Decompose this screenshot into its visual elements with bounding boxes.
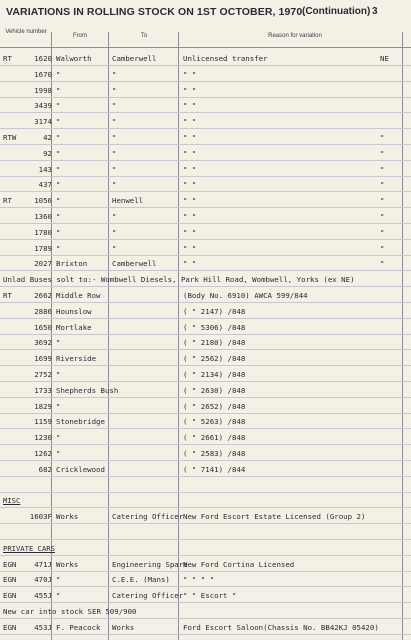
table-row <box>0 290 411 303</box>
reason-cell: ( " 2180) /848 <box>183 338 246 348</box>
reason-cell: ( " 2583) /848 <box>183 449 246 458</box>
garage-code: " <box>380 227 385 237</box>
garage-code: " <box>380 212 385 221</box>
from-cell: " <box>56 69 61 79</box>
reason-cell: " " <box>183 133 197 142</box>
table-row <box>0 590 411 603</box>
table-row <box>0 132 411 145</box>
garage-code: NE <box>380 54 389 63</box>
vehicle-number: 1670 <box>34 69 52 79</box>
column-header-to: To <box>140 33 148 39</box>
to-cell: Works <box>112 622 135 632</box>
from-cell: " <box>56 449 61 458</box>
vehicle-class: RTW <box>3 133 17 142</box>
from-cell: " <box>56 164 61 174</box>
to-cell: Camberwell <box>112 54 157 63</box>
note-line: Unlad Buses solt to:- Wombwell Diesels, Park Hill Road, Wombwell, Yorks (ex NE) <box>3 275 355 285</box>
from-cell: Mortlake <box>56 322 92 332</box>
vehicle-number: 682 <box>38 464 52 474</box>
table-row <box>0 559 411 572</box>
table-row <box>0 195 411 208</box>
to-cell: Catering Officer <box>112 512 184 522</box>
table-row <box>0 495 411 508</box>
garage-code: " <box>380 180 385 190</box>
table-row <box>0 480 411 493</box>
from-cell: Cricklewood <box>56 464 105 474</box>
reason-cell: ( " 2652) /848 <box>183 401 246 411</box>
from-cell: " <box>56 101 61 111</box>
reason-cell: " " <box>183 212 197 221</box>
reason-cell: " " <box>183 117 197 127</box>
from-cell: " <box>56 433 61 443</box>
reason-cell: " " <box>183 101 197 111</box>
reason-cell: " " <box>183 227 197 237</box>
to-cell: C.E.E. (Mans) <box>112 575 170 585</box>
garage-code: " <box>380 164 385 174</box>
reason-cell: " " <box>183 164 197 174</box>
reason-cell: ( " 2661) /848 <box>183 433 246 443</box>
table-row <box>0 258 411 271</box>
garage-code: " <box>380 148 385 158</box>
vehicle-number: 1159 <box>34 417 52 427</box>
table-row <box>0 543 411 556</box>
table-row <box>0 606 411 619</box>
vehicle-number: 42 <box>43 133 52 142</box>
from-cell: Shepherds Bush <box>56 385 119 395</box>
vehicle-number: 1789 <box>34 243 52 253</box>
garage-code: " <box>380 133 385 142</box>
to-cell: Catering Officer <box>112 591 184 601</box>
reason-cell: ( " 2562) /848 <box>183 354 246 364</box>
from-cell: " <box>56 591 61 601</box>
from-cell: Hounslow <box>56 306 92 316</box>
table-row <box>0 337 411 350</box>
from-cell: " <box>56 85 61 95</box>
reason-cell: ( " 5263) /848 <box>183 417 246 427</box>
note-line: New car into stock SER 509/900 <box>3 607 137 616</box>
to-cell: Henwell <box>112 196 144 206</box>
table-row <box>0 53 411 66</box>
vehicle-number: 1829 <box>34 401 52 411</box>
table-row <box>0 116 411 129</box>
table-row <box>0 69 411 82</box>
reason-cell: ( " 2134) /848 <box>183 370 246 379</box>
garage-code: " <box>380 243 385 253</box>
vehicle-number: 455J <box>34 591 52 601</box>
section-heading: MISC <box>3 496 21 506</box>
vehicle-number: 1650 <box>34 322 52 332</box>
reason-cell: ( " 7141) /844 <box>183 464 246 474</box>
table-row <box>0 306 411 319</box>
table-row <box>0 527 411 540</box>
table-row <box>0 227 411 240</box>
to-cell: " <box>112 133 117 142</box>
vehicle-number: 2752 <box>34 370 52 379</box>
vehicle-number: 3692 <box>34 338 52 348</box>
garage-code: " <box>380 259 385 269</box>
column-header-from: From <box>73 33 87 39</box>
vehicle-number: 453J <box>34 622 52 632</box>
reason-cell: " " <box>183 243 197 253</box>
to-cell: " <box>112 117 117 127</box>
reason-cell: " " Escort " <box>183 591 237 601</box>
from-cell: Riverside <box>56 354 97 364</box>
vehicle-number: 1056 <box>34 196 52 206</box>
vehicle-class: EGN <box>3 575 17 585</box>
section-heading: PRIVATE CARS <box>3 543 55 553</box>
table-row <box>0 416 411 429</box>
table-row <box>0 211 411 224</box>
column-header-vehicle: Vehicle number <box>5 29 47 35</box>
vehicle-class: RT <box>3 54 12 63</box>
vehicle-class: RT <box>3 291 12 300</box>
vehicle-number: 437 <box>38 180 52 190</box>
to-cell: " <box>112 101 117 111</box>
reason-cell: (Body No. 6910) AWCA 599/844 <box>183 291 308 300</box>
from-cell: " <box>56 370 61 379</box>
to-cell: Camberwell <box>112 259 157 269</box>
table-row <box>0 432 411 445</box>
table-row <box>0 574 411 587</box>
table-row <box>0 274 411 287</box>
reason-cell: " " <box>183 196 197 206</box>
table-row <box>0 464 411 477</box>
vehicle-number: 1699 <box>34 354 52 364</box>
to-cell: " <box>112 164 117 174</box>
from-cell: Walworth <box>56 54 92 63</box>
from-cell: " <box>56 227 61 237</box>
vehicle-number: 1998 <box>34 85 52 95</box>
to-cell: Engineering Spare <box>112 559 188 569</box>
reason-cell: Ford Escort Saloon(Chassis No. BB42KJ 05420) <box>183 622 379 632</box>
reason-cell: " " <box>183 69 197 79</box>
vehicle-class: RT <box>3 196 12 206</box>
header-rule <box>0 47 411 48</box>
from-cell: " <box>56 148 61 158</box>
from-cell: Middle Row <box>56 291 101 300</box>
from-cell: " <box>56 575 61 585</box>
reason-cell: " " " " <box>183 575 215 585</box>
vehicle-number: 92 <box>43 148 52 158</box>
vehicle-number: 2027 <box>34 259 52 269</box>
table-row <box>0 243 411 256</box>
from-cell: Works <box>56 512 79 522</box>
vehicle-number: 2886 <box>34 306 52 316</box>
vehicle-number: 143 <box>38 164 52 174</box>
table-row <box>0 148 411 161</box>
to-cell: " <box>112 243 117 253</box>
reason-cell: " " <box>183 85 197 95</box>
vehicle-number: 1230 <box>34 433 52 443</box>
vehicle-number: 471J <box>34 559 52 569</box>
table-row <box>0 322 411 335</box>
vehicle-class: EGN <box>3 559 17 569</box>
vehicle-class: EGN <box>3 622 17 632</box>
vehicle-number: 2662 <box>34 291 52 300</box>
vehicle-number: 1780 <box>34 227 52 237</box>
from-cell: " <box>56 196 61 206</box>
vehicle-number: 3174 <box>34 117 52 127</box>
reason-cell: ( " 2630) /848 <box>183 385 246 395</box>
table-row <box>0 511 411 524</box>
table-row <box>0 100 411 113</box>
table-row <box>0 401 411 414</box>
to-cell: " <box>112 180 117 190</box>
from-cell: " <box>56 212 61 221</box>
reason-cell: Unlicensed transfer <box>183 54 268 63</box>
from-cell: " <box>56 180 61 190</box>
vehicle-number: 3439 <box>34 101 52 111</box>
table-row <box>0 85 411 98</box>
from-cell: F. Peacock <box>56 622 101 632</box>
table-row <box>0 448 411 461</box>
from-cell: Works <box>56 559 79 569</box>
from-cell: " <box>56 401 61 411</box>
reason-cell: " " <box>183 180 197 190</box>
garage-code: " <box>380 196 385 206</box>
vehicle-number: 470J <box>34 575 52 585</box>
table-row <box>0 164 411 177</box>
table-row <box>0 369 411 382</box>
vehicle-number: 1620 <box>34 54 52 63</box>
vehicle-number: 1603F <box>29 512 52 522</box>
vehicle-number: 1360 <box>34 212 52 221</box>
to-cell: " <box>112 212 117 221</box>
reason-cell: " " <box>183 259 197 269</box>
from-cell: " <box>56 243 61 253</box>
table-row <box>0 385 411 398</box>
to-cell: " <box>112 227 117 237</box>
page-number: 3 <box>372 6 378 17</box>
from-cell: " <box>56 133 61 142</box>
column-header-reason: Reason for variation <box>268 33 322 39</box>
reason-cell: New Ford Cortina Licensed <box>183 559 295 569</box>
reason-cell: " " <box>183 148 197 158</box>
reason-cell: ( " 5306) /848 <box>183 322 246 332</box>
table-row <box>0 622 411 635</box>
continuation-label: (Continuation) <box>302 6 371 17</box>
to-cell: " <box>112 69 117 79</box>
vehicle-number: 1733 <box>34 385 52 395</box>
from-cell: Brixton <box>56 259 88 269</box>
from-cell: " <box>56 117 61 127</box>
vehicle-number: 1262 <box>34 449 52 458</box>
to-cell: " <box>112 148 117 158</box>
from-cell: " <box>56 338 61 348</box>
page-title: VARIATIONS IN ROLLING STOCK ON 1ST OCTOBER, 1970. <box>6 6 306 18</box>
from-cell: Stonebridge <box>56 417 105 427</box>
table-row <box>0 179 411 192</box>
vehicle-class: EGN <box>3 591 17 601</box>
reason-cell: New Ford Escort Estate Licensed (Group 2) <box>183 512 366 522</box>
table-row <box>0 353 411 366</box>
to-cell: " <box>112 85 117 95</box>
reason-cell: ( " 2147) /848 <box>183 306 246 316</box>
